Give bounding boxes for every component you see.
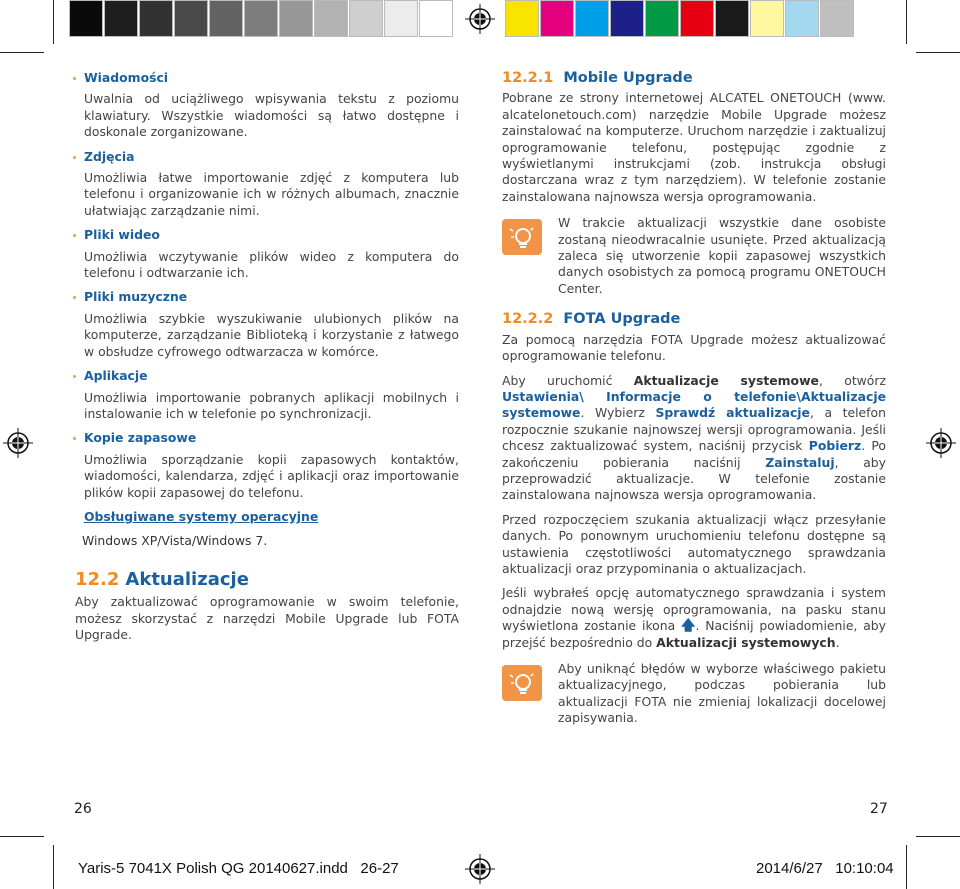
subsection-heading-mobile-upgrade xyxy=(502,70,886,86)
greyscale-swatch-bar xyxy=(69,0,454,37)
section-title: Aktualizacje xyxy=(125,568,249,590)
text-run: , a telefon rozpocznie szukanie najnowszej wersji oprogramowania. Jeśli chcesz zaktualizować system, naciśnij przycisk xyxy=(502,405,886,454)
registration-mark-icon xyxy=(926,428,956,458)
text-run: , otwórz xyxy=(818,372,886,388)
swatch xyxy=(575,0,609,37)
crop-mark xyxy=(53,0,54,44)
page-number-right: 27 xyxy=(870,801,888,817)
page-number-left: 26 xyxy=(74,801,92,817)
text-run: Aby uruchomić xyxy=(502,372,634,388)
subsection-number: 12.2.2 xyxy=(502,311,554,328)
tip-note xyxy=(502,215,886,297)
subsection-heading-fota-upgrade xyxy=(502,311,886,327)
crop-mark xyxy=(916,52,960,53)
process-swatch-bar xyxy=(505,0,855,37)
crop-mark xyxy=(0,52,44,53)
subsection-title: FOTA Upgrade xyxy=(563,311,681,328)
feature-description: Umożliwia łatwe importowanie zdjęć z komputera lub telefonu i organizowanie ich w różnych albumach, znacznie ułatwiając zarządzanie nimi. xyxy=(84,170,459,218)
supported-os-value: Windows XP/Vista/Windows 7. xyxy=(82,533,268,549)
feature-item-backup xyxy=(84,430,459,501)
subsection-number: 12.2.1 xyxy=(502,70,554,86)
swatch xyxy=(244,0,278,37)
crop-mark xyxy=(916,836,960,837)
fota-intro-paragraph: Za pomocą narzędzia FOTA Upgrade możesz aktualizować oprogramowanie telefonu. xyxy=(502,331,886,364)
tip-text: W trakcie aktualizacji wszystkie dane osobiste zostaną nieodwracalnie usunięte. Przed aktualizacją zaleca się utworzenie kopii zapasowej wszystkich danych osobistych za pomocą programu ONETOUCH Center. xyxy=(558,215,886,296)
swatch xyxy=(139,0,173,37)
update-arrow-icon: 🡅 xyxy=(681,618,696,635)
swatch xyxy=(750,0,784,37)
swatch xyxy=(680,0,714,37)
data-connection-paragraph: Przed rozpoczęciem szukania aktualizacji włącz przesyłanie danych. Po ponownym uruchomieniu telefonu dostępne są ustawienia częstotliwości automatycznego sprawdzania aktualizacji oraz przypominania o aktualizacjach. xyxy=(502,511,886,576)
feature-title: Pliki muzyczne xyxy=(84,289,459,305)
crop-mark xyxy=(53,845,54,889)
swatch xyxy=(785,0,819,37)
right-page-column xyxy=(502,70,886,741)
supported-os-heading: Obsługiwane systemy operacyjne xyxy=(84,508,319,524)
text-run: Jeśli wybrałeś opcję automatycznego sprawdzania i system odnajdzie nową wersję oprogramowania, na pasku stanu wyświetlona zostanie ikona xyxy=(502,585,886,634)
swatch xyxy=(505,0,539,37)
feature-item-applications xyxy=(84,368,459,422)
text-run: . Wybierz xyxy=(580,405,656,421)
registration-mark-icon xyxy=(465,854,495,884)
button-name-install: Zainstaluj xyxy=(765,454,835,470)
section-number: 12.2 xyxy=(75,568,120,590)
menu-path-check-updates: Sprawdź aktualizacje xyxy=(655,405,810,421)
swatch xyxy=(314,0,348,37)
feature-title: Zdjęcia xyxy=(84,149,459,165)
fota-steps-paragraph xyxy=(502,373,886,504)
feature-item-messages xyxy=(84,70,459,141)
swatch xyxy=(209,0,243,37)
text-run: . Po zakończeniu pobierania naciśnij xyxy=(502,438,886,470)
subsection-title: Mobile Upgrade xyxy=(563,70,693,86)
feature-title: Pliki wideo xyxy=(84,227,459,243)
swatch xyxy=(419,0,453,37)
feature-description: Umożliwia sporządzanie kopii zapasowych kontaktów, wiadomości, kalendarza, zdjęć i aplikacji oraz importowanie plików kopii zapasowej do telefonu. xyxy=(84,451,459,500)
mobile-upgrade-paragraph: Pobrane ze strony internetowej ALCATEL ONETOUCH (www. alcatelonetouch.com) narzędzie Mobile Upgrade możesz zainstalować na komputerze. Uruchom narzędzie i zaktualizuj oprogramowanie telefonu, postępując zgodnie z wyświetlanymi instrukcjami (zob. instrukcja obsługi dostarczana wraz z tym narzędziem). W telefonie zostanie zainstalowana najnowsza wersja oprogramowania. xyxy=(502,90,886,204)
left-page-column xyxy=(75,70,459,643)
system-updates-label: Aktualizacji systemowych xyxy=(656,634,836,650)
lightbulb-tip-icon xyxy=(502,219,542,255)
feature-item-photos xyxy=(84,149,459,220)
lightbulb-tip-icon xyxy=(502,665,542,701)
section-intro: Aby zaktualizować oprogramowanie w swoim telefonie, możesz skorzystać z narzędzi Mobile Upgrade lub FOTA Upgrade. xyxy=(75,594,459,642)
feature-title: Aplikacje xyxy=(84,368,459,384)
feature-item-videos xyxy=(84,227,459,281)
feature-description: Umożliwia szybkie wyszukiwanie ulubionych plików na komputerze, zarządzanie Biblioteką i korzystanie z łatwego w obsłudze cyfrowego odtwarzacza w komórce. xyxy=(84,310,459,359)
registration-mark-icon xyxy=(3,428,33,458)
feature-description: Uwalnia od uciążliwego wpisywania tekstu z poziomu klawiatury. Wszystkie wiadomości są łatwo dostępne i doskonale zorganizowane. xyxy=(84,91,459,140)
crop-mark xyxy=(906,845,907,889)
feature-item-music xyxy=(84,289,459,360)
swatch xyxy=(349,0,383,37)
feature-title: Wiadomości xyxy=(84,70,459,86)
swatch xyxy=(540,0,574,37)
swatch xyxy=(104,0,138,37)
swatch xyxy=(820,0,854,37)
swatch xyxy=(174,0,208,37)
swatch xyxy=(69,0,103,37)
swatch xyxy=(645,0,679,37)
text-run: . Naciśnij powiadomienie, aby przejść bezpośrednio do xyxy=(502,618,886,650)
feature-title: Kopie zapasowe xyxy=(84,430,459,446)
feature-description: Umożliwia wczytywanie plików wideo z komputera do telefonu i odtwarzanie ich. xyxy=(84,248,459,281)
swatch xyxy=(610,0,644,37)
print-timestamp: 2014/6/27 10:10:04 xyxy=(756,860,894,877)
auto-check-paragraph xyxy=(502,585,886,651)
menu-path-system-updates: Aktualizacje systemowe xyxy=(633,372,819,388)
indd-file-slug: Yaris-5 7041X Polish QG 20140627.indd 26-27 xyxy=(78,860,399,877)
swatch xyxy=(384,0,418,37)
feature-description: Umożliwia importowanie pobranych aplikacji mobilnych i instalowanie ich w telefonie po synchronizacji. xyxy=(84,389,459,421)
tip-text: Aby uniknąć błędów w wyborze właściwego pakietu aktualizacyjnego, podczas pobierania lub aktualizacji FOTA nie zmieniaj lokalizacji docelowej zapisywania. xyxy=(558,661,886,726)
section-heading xyxy=(75,568,459,590)
menu-path-settings: Ustawienia\ Informacje o telefonie\Aktualizacje systemowe xyxy=(502,388,886,421)
crop-mark xyxy=(0,836,44,837)
button-name-download: Pobierz xyxy=(808,438,862,454)
text-run: , aby przeprowadzić aktualizacje. W telefonie zostanie zainstalowana najnowsza wersja oprogramowania. xyxy=(502,454,887,503)
registration-mark-icon xyxy=(465,4,495,34)
swatch xyxy=(715,0,749,37)
swatch xyxy=(279,0,313,37)
tip-note xyxy=(502,661,886,727)
text-run: . xyxy=(835,634,840,650)
crop-mark xyxy=(906,0,907,44)
